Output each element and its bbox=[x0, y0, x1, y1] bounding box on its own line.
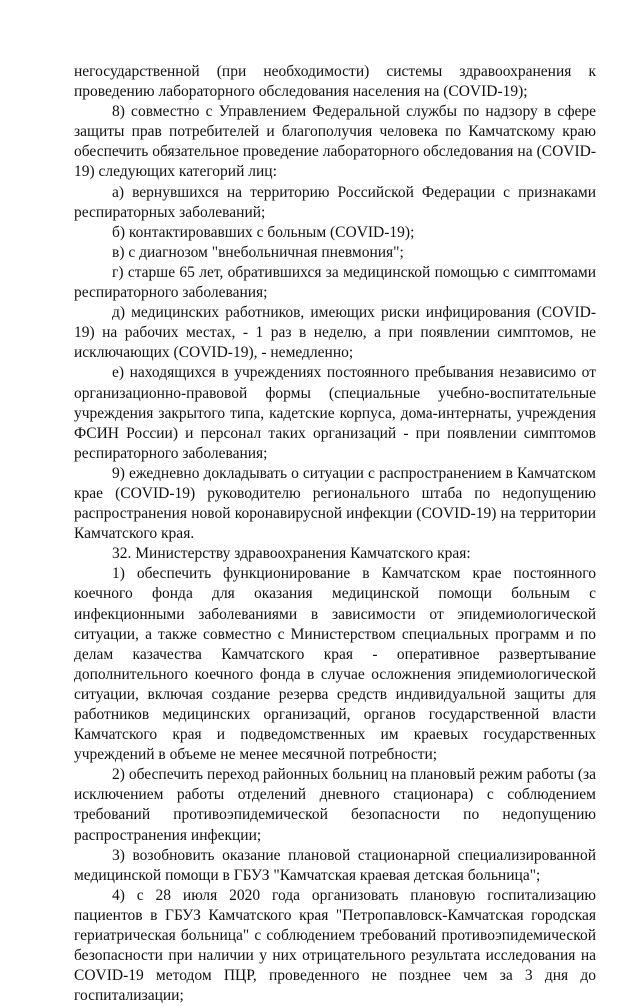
paragraph: 2) обеспечить переход районных больниц на плановый режим работы (за исключением работы отделений дневного стационара) с соблюдением требований противоэпидемической безопасности по недопущению распространения инфекции; bbox=[74, 766, 596, 844]
paragraph: 3) возобновить оказание плановой стационарной специализированной медицинской помощи в ГБУЗ "Камчатская краевая детская больница"; bbox=[74, 846, 596, 884]
document-page bbox=[74, 62, 596, 1006]
paragraph: негосударственной (при необходимости) системы здравоохранения к проведению лабораторного обследования населения на (COVID-19); bbox=[74, 63, 596, 101]
list-item: в) с диагнозом "внебольничная пневмония"; bbox=[112, 243, 404, 261]
paragraph: 1) обеспечить функционирование в Камчатском крае постоянного коечного фонда для оказания медицинской помощи больным с инфекционными заболеваниями в зависимости от эпидемиологической ситуации, а также совместно с Министерством специальных программ и по делам казачества Камчатского края - оперативное развертывание дополнительного коечного фонда в случае осложнения эпидемиологической ситуации, включая создание резерва средств индивидуальной защиты для работников медицинских организаций, органов государственной власти Камчатского края и подведомственных им краевых государственных учреждений в объеме не менее месячной потребности; bbox=[74, 565, 596, 764]
paragraph: 9) ежедневно докладывать о ситуации с распространением в Камчатском крае (COVID-19) руководителю регионального штаба по недопущению распространения новой коронавирусной инфекции (COVID-19) на территории Камчатского края. bbox=[74, 464, 596, 543]
list-item: б) контактировавших с больным (COVID-19); bbox=[112, 223, 415, 241]
list-item: г) старше 65 лет, обратившихся за медицинской помощью с симптомами респираторного заболевания; bbox=[74, 263, 596, 302]
list-item: а) вернувшихся на территорию Российской Федерации с признаками респираторных заболеваний; bbox=[74, 183, 596, 221]
paragraph: 4) с 28 июля 2020 года организовать плановую госпитализацию пациентов в ГБУЗ Камчатского края "Петропавловск-Камчатская городская гериатрическая больница" с соблюдением требований противоэпидемической безопасности при наличии у них отрицательного результата исследования на COVID-19 методом ПЦР, проведенного не позднее чем за 3 дня до госпитализации; bbox=[74, 886, 596, 1005]
paragraph: 8) совместно с Управлением Федеральной службы по надзору в сфере защиты прав потребителей и благополучия человека по Камчатскому краю обеспечить обязательное проведение лабораторного обследования на (COVID-19) следующих категорий лиц: bbox=[74, 103, 596, 181]
section-heading: 32. Министерству здравоохранения Камчатского края: bbox=[112, 545, 471, 563]
list-item: е) находящихся в учреждениях постоянного пребывания независимо от организационно-правовой формы (специальные учебно-воспитательные учреждения закрытого типа, кадетские корпуса, дома-интернаты, учреждения ФСИН России) и персонал таких организаций - при появлении симптомов респираторного заболевания; bbox=[74, 364, 596, 462]
list-item: д) медицинских работников, имеющих риски инфицирования (COVID-19) на рабочих местах, - 1 раз в неделю, а при появлении симптомов, не исключающих (COVID-19), - немедленно; bbox=[74, 304, 596, 362]
